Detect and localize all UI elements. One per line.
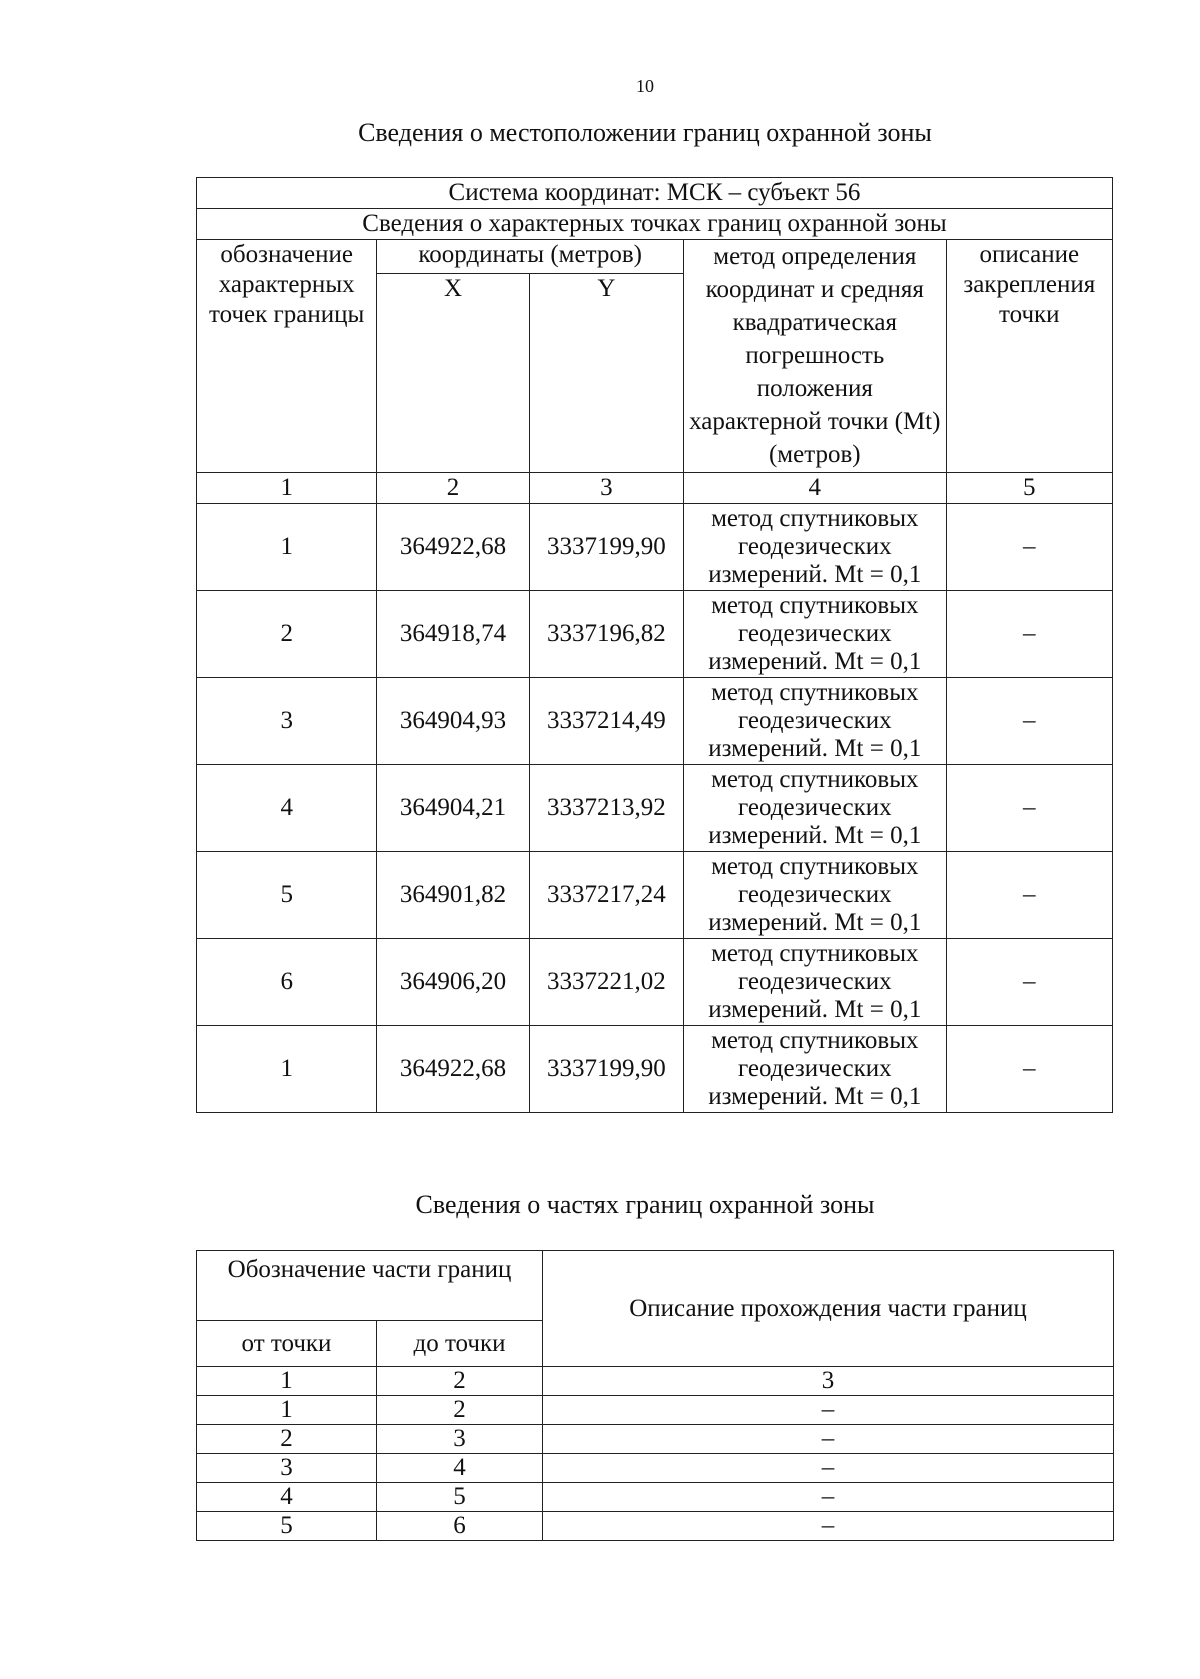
header-point-designation: обозначение характерных точек границы (197, 240, 377, 473)
coordinate-x: 364922,68 (377, 1026, 529, 1113)
fixing-description: – (946, 852, 1112, 939)
method-line: геодезических (738, 620, 892, 647)
coordinate-y: 3337196,82 (529, 591, 683, 678)
header-coordinates: координаты (метров) (377, 240, 684, 274)
part-description: – (543, 1483, 1114, 1512)
table-row (197, 1026, 1113, 1113)
table-row (197, 678, 1113, 765)
method-cell (684, 591, 947, 678)
part-description: – (543, 1396, 1114, 1425)
column-number: 5 (946, 473, 1112, 504)
method-cell (684, 852, 947, 939)
column-number: 1 (197, 1367, 377, 1396)
coordinate-y: 3337221,02 (529, 939, 683, 1026)
to-point: 6 (377, 1512, 543, 1541)
coordinate-x: 364918,74 (377, 591, 529, 678)
column-number: 2 (377, 473, 529, 504)
header-x: X (377, 274, 529, 473)
section-title-boundary-location: Сведения о местоположении границ охранной зоны (358, 118, 932, 147)
page-number: 10 (636, 76, 654, 96)
table-row (197, 1483, 1114, 1512)
table-row (197, 1396, 1114, 1425)
header-method: метод определения координат и средняя квадратическая погрешность положения характерной точки (Mt) (метров) (684, 240, 947, 473)
coordinate-x: 364904,21 (377, 765, 529, 852)
header-from-point: от точки (197, 1321, 377, 1367)
table-row (197, 765, 1113, 852)
boundary-parts-table (196, 1250, 1114, 1541)
method-cell (684, 504, 947, 591)
to-point: 3 (377, 1425, 543, 1454)
method-line: метод спутниковых (711, 505, 919, 532)
method-line: метод спутниковых (711, 766, 919, 793)
header-to-point: до точки (377, 1321, 543, 1367)
method-line: геодезических (738, 533, 892, 560)
method-cell (684, 765, 947, 852)
table-row (197, 852, 1113, 939)
coordinate-y: 3337217,24 (529, 852, 683, 939)
coordinate-x: 364904,93 (377, 678, 529, 765)
coordinate-system-cell: Система координат: МСК – субъект 56 (197, 178, 1113, 209)
fixing-description: – (946, 678, 1112, 765)
method-line: измерений. Mt = 0,1 (708, 996, 922, 1023)
method-line: измерений. Mt = 0,1 (708, 1083, 922, 1110)
from-point: 2 (197, 1425, 377, 1454)
coordinate-y: 3337213,92 (529, 765, 683, 852)
method-cell (684, 939, 947, 1026)
method-line: геодезических (738, 794, 892, 821)
table-row (197, 1454, 1114, 1483)
from-point: 5 (197, 1512, 377, 1541)
fixing-description: – (946, 1026, 1112, 1113)
coordinate-x: 364922,68 (377, 504, 529, 591)
coordinate-x: 364901,82 (377, 852, 529, 939)
fixing-description: – (946, 939, 1112, 1026)
boundary-points-table (196, 177, 1113, 1113)
fixing-description: – (946, 591, 1112, 678)
method-line: геодезических (738, 968, 892, 995)
column-number: 2 (377, 1367, 543, 1396)
method-line: измерений. Mt = 0,1 (708, 822, 922, 849)
method-cell (684, 678, 947, 765)
method-line: измерений. Mt = 0,1 (708, 909, 922, 936)
point-number: 4 (197, 765, 377, 852)
header-point-fixing: описание закрепления точки (946, 240, 1112, 473)
method-line: измерений. Mt = 0,1 (708, 561, 922, 588)
point-number: 1 (197, 1026, 377, 1113)
method-line: геодезических (738, 1055, 892, 1082)
point-number: 3 (197, 678, 377, 765)
header-y: Y (529, 274, 683, 473)
method-line: геодезических (738, 881, 892, 908)
to-point: 2 (377, 1396, 543, 1425)
point-number: 1 (197, 504, 377, 591)
table-row (197, 1512, 1114, 1541)
from-point: 1 (197, 1396, 377, 1425)
point-number: 2 (197, 591, 377, 678)
header-part-designation: Обозначение части границ (197, 1251, 543, 1321)
column-number: 4 (684, 473, 947, 504)
method-line: измерений. Mt = 0,1 (708, 648, 922, 675)
part-description: – (543, 1512, 1114, 1541)
point-number: 5 (197, 852, 377, 939)
fixing-description: – (946, 504, 1112, 591)
column-number: 1 (197, 473, 377, 504)
coordinate-x: 364906,20 (377, 939, 529, 1026)
table-row (197, 504, 1113, 591)
fixing-description: – (946, 765, 1112, 852)
column-number: 3 (543, 1367, 1114, 1396)
method-line: метод спутниковых (711, 679, 919, 706)
method-line: метод спутниковых (711, 853, 919, 880)
point-number: 6 (197, 939, 377, 1026)
method-line: геодезических (738, 707, 892, 734)
coordinate-y: 3337199,90 (529, 504, 683, 591)
method-cell (684, 1026, 947, 1113)
points-info-cell: Сведения о характерных точках границ охранной зоны (197, 209, 1113, 240)
header-part-description: Описание прохождения части границ (543, 1251, 1114, 1367)
to-point: 5 (377, 1483, 543, 1512)
method-line: метод спутниковых (711, 592, 919, 619)
to-point: 4 (377, 1454, 543, 1483)
table-row (197, 591, 1113, 678)
method-line: измерений. Mt = 0,1 (708, 735, 922, 762)
table-row (197, 939, 1113, 1026)
coordinate-y: 3337199,90 (529, 1026, 683, 1113)
table-row (197, 1425, 1114, 1454)
coordinate-y: 3337214,49 (529, 678, 683, 765)
part-description: – (543, 1454, 1114, 1483)
column-number: 3 (529, 473, 683, 504)
method-line: метод спутниковых (711, 940, 919, 967)
from-point: 4 (197, 1483, 377, 1512)
part-description: – (543, 1425, 1114, 1454)
from-point: 3 (197, 1454, 377, 1483)
method-line: метод спутниковых (711, 1027, 919, 1054)
section-title-boundary-parts: Сведения о частях границ охранной зоны (415, 1190, 875, 1219)
